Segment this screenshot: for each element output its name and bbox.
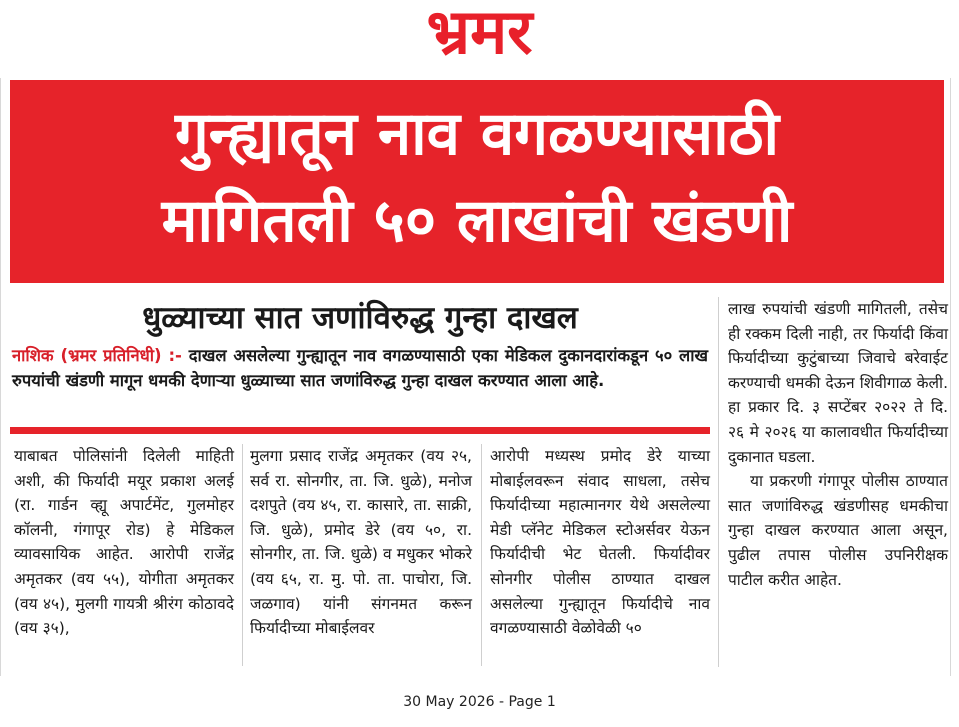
headline-line-1: गुन्ह्यातून नाव वगळण्यासाठी	[174, 99, 780, 169]
column-paragraph: याबाबत पोलिसांनी दिलेली माहिती अशी, की फिर्यादी मयूर प्रकाश अलई (रा. गार्डन व्ह्यू अपार्टमेंट, गुलमोहर कॉलनी, गंगापूर रोड) हे मेडिकल व्यावसायिक आहेत. आरोपी राजेंद्र अमृतकर (वय ५५), योगीता अमृतकर (वय ४५), मुलगी गायत्री श्रीरंग कोठावदे (वय ३५),	[14, 447, 234, 638]
column-divider	[718, 297, 719, 667]
article-column-4	[728, 297, 948, 592]
subheadline: धुळ्याच्या सात जणांविरुद्ध गुन्हा दाखल	[142, 300, 578, 336]
page-footer: 30 May 2026 - Page 1	[403, 694, 556, 710]
column-paragraph: लाख रुपयांची खंडणी मागितली, तसेच ही रक्कम दिली नाही, तर फिर्यादी किंवा फिर्यादीच्या कुटुंबाच्या जिवाचे बरेवाईट करण्याची धमकी देऊन शिवीगाळ केली. हा प्रकार दि. ३ सप्टेंबर २०२२ ते दि. २६ मे २०२६ या कालावधीत फिर्यादीच्या दुकानात घडला.	[728, 300, 948, 466]
article-column-1	[14, 444, 234, 641]
page-border-left	[0, 78, 1, 676]
column-divider	[242, 444, 243, 666]
article-column-3	[490, 444, 710, 641]
headline-line-2: मागितली ५० लाखांची खंडणी	[161, 186, 793, 256]
page-border-right	[950, 78, 951, 676]
dateline: नाशिक (भ्रमर प्रतिनिधी) :-	[12, 346, 182, 365]
intro-text: दाखल असलेल्या गुन्ह्यातून नाव वगळण्यासाठी एका मेडिकल दुकानदारांकडून ५० लाख रुपयांची खंडणी मागून धमकी देणाऱ्या धुळ्याच्या सात जणांविरुद्ध गुन्हा दाखल करण्यात आला आहे.	[12, 346, 708, 390]
section-divider	[10, 427, 710, 434]
column-paragraph: आरोपी मध्यस्थ प्रमोद डेरे याच्या मोबाईलवरून संवाद साधला, तसेच फिर्यादीच्या महात्मानगर येथे असलेल्या मेडी प्लॅनेट मेडिकल स्टोअर्सवर येऊन फिर्यादीची भेट घेतली. फिर्यादीवर सोनगीर पोलीस ठाण्यात दाखल असलेल्या गुन्ह्यातून फिर्यादीचे नाव वगळण्यासाठी वेळोवेळी ५०	[490, 447, 710, 638]
masthead-logo: भ्रमर	[426, 0, 533, 68]
article-column-2	[250, 444, 472, 641]
column-divider	[481, 444, 482, 666]
column-paragraph: या प्रकरणी गंगापूर पोलीस ठाण्यात सात जणांविरुद्ध खंडणीसह धमकीचा गुन्हा दाखल करण्यात आला असून, पुढील तपास पोलीस उपनिरीक्षक पाटील करीत आहेत.	[728, 472, 948, 589]
column-paragraph: मुलगा प्रसाद राजेंद्र अमृतकर (वय २५, सर्व रा. सोनगीर, ता. जि. धुळे), मनोज दशपुते (वय ४५, रा. कासारे, ता. साक्री, जि. धुळे), प्रमोद डेरे (वय ५०, रा. सोनगीर, ता. जि. धुळे) व मधुकर भोकरे (वय ६५, रा. मु. पो. ता. पाचोरा, जि. जळगाव) यांनी संगनमत करून फिर्यादीच्या मोबाईलवर	[250, 447, 472, 638]
intro-paragraph	[12, 343, 708, 393]
